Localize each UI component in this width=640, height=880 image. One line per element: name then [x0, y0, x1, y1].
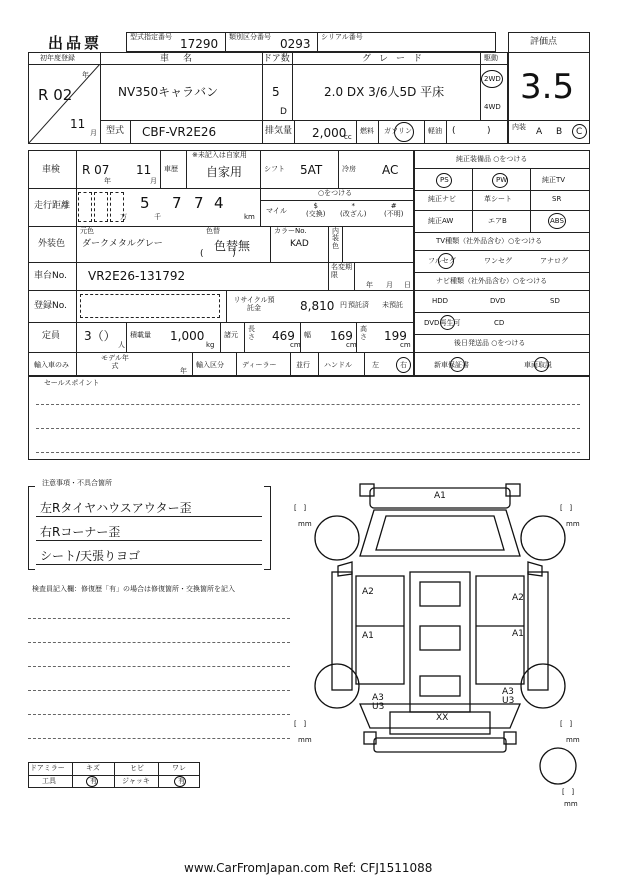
mm-bracket-rl: [ ] [294, 720, 307, 728]
load-label: 積載量 [130, 331, 151, 339]
category-label: 類別区分番号 [229, 33, 271, 41]
first-reg-year-unit: 年 [82, 71, 89, 79]
notes-left-bracket [28, 486, 35, 570]
history-label: 車歴 [164, 165, 178, 173]
name-change-label: 名変期限 [331, 263, 352, 279]
equip-tv: 純正TV [542, 176, 566, 184]
length-label: 長さ [248, 325, 255, 341]
left-front-door-mark: A2 [362, 587, 374, 597]
color-change-label: 色替 [206, 227, 220, 235]
parts-jack-value: 有 [178, 777, 185, 785]
mm-fl: mm [298, 520, 312, 528]
original-color-label: 元色 [80, 227, 94, 235]
first-reg-month: 11 [70, 117, 86, 131]
later-manual-circle [534, 357, 549, 372]
parts-tools-value: 有 [90, 777, 97, 785]
interior-a: A [536, 127, 543, 137]
mm-bracket-spare: [ ] [562, 788, 575, 796]
mm-rl: mm [298, 736, 312, 744]
mileage-digit-1: 5 [140, 194, 150, 212]
mile-label: マイル [266, 207, 287, 215]
right-rear-fender-mark: A3 U3 [502, 687, 515, 707]
exchange-label: $ (交換) [306, 202, 326, 219]
note-line-3: シート/天張りヨゴ [40, 549, 141, 563]
navi-hdd: HDD [432, 297, 449, 305]
navi-dvd: DVD [490, 297, 506, 305]
recycle-label: リサイクル預託金 [233, 296, 275, 313]
left-rear-door-mark: A1 [362, 631, 374, 641]
equip-ps: PS [440, 176, 449, 184]
name-change-month: 月 [386, 281, 393, 289]
door-label: ドア数 [263, 54, 290, 64]
name-change-year: 年 [366, 281, 373, 289]
mm-bracket-fl: [ ] [294, 504, 307, 512]
shaken-month-unit: 月 [150, 177, 157, 185]
model-year-unit: 年 [180, 367, 187, 375]
sheet-title: 出品票 [48, 34, 103, 52]
mileage-digit-2: 7 [172, 194, 182, 212]
right-handle-circle [396, 357, 411, 373]
parts-tools-circle [86, 776, 98, 787]
parts-mirror: ドアミラー [30, 764, 65, 772]
model-value: CBF-VR2E26 [142, 125, 217, 139]
navi-sd: SD [550, 297, 560, 305]
notes-right-bracket [264, 486, 271, 570]
history-note: ※未記入は自家用 [192, 151, 247, 159]
navi-dvd-play-circle [440, 315, 455, 330]
not-deposited: 未預託 [382, 301, 403, 309]
length-unit: cm [290, 341, 301, 349]
footer-text: www.CarFromJapan.com Ref: CFJ1511088 [184, 861, 433, 875]
interior-color-label: 内装色 [332, 227, 339, 250]
man-unit: 万 [120, 213, 127, 221]
equip-airbag: エアB [488, 217, 507, 225]
door-value: 5 [272, 85, 280, 99]
length-value: 469 [272, 329, 295, 343]
tv-label: TV種類（社外品含む）○をつける [436, 237, 543, 245]
diesel-label: 軽油 [428, 127, 442, 135]
equip-aw: 純正AW [428, 217, 454, 225]
shaken-year-unit: 年 [104, 177, 111, 185]
interior-label: 内装 [512, 123, 526, 131]
equip-navi: 純正ナビ [428, 195, 456, 203]
inspector-label: 検査員記入欄：修復歴「有」の場合は修復箇所・交換箇所を記入 [32, 585, 235, 593]
notes-label: 注意事項・不具合箇所 [42, 479, 112, 487]
score-label: 評価点 [530, 37, 558, 47]
drive-2wd: 2WD [484, 75, 501, 83]
grade-value: 2.0 DX 3/6人5D 平床 [324, 85, 445, 99]
mm-bracket-rr: [ ] [560, 720, 573, 728]
chassis-label: 車台No. [34, 271, 67, 281]
equip-abs-circle [548, 213, 566, 229]
chassis-value: VR2E26-131792 [88, 269, 186, 283]
car-name-value: NV350キャラバン [118, 85, 219, 99]
equip-pw: PW [496, 176, 508, 184]
navi-cd: CD [494, 319, 505, 327]
model-year-label: モデル年式 [101, 354, 129, 370]
parts-jack: ジャッキ [122, 777, 150, 785]
mm-rr: mm [566, 736, 580, 744]
door-suffix: D [280, 107, 287, 117]
mileage-circle-note: ○をつける [318, 189, 353, 197]
exterior-label: 外装色 [38, 239, 66, 249]
shift-value: 5AT [300, 163, 323, 177]
note-line-1: 左Rタイヤハウスアウター歪 [40, 501, 192, 515]
later-manual: 車両取説 [524, 361, 552, 369]
equip-sr: SR [552, 195, 562, 203]
capacity-value: 3（） [84, 329, 116, 343]
shaken-label: 車検 [42, 165, 61, 175]
left-rear-fender-mark: A3 U3 [372, 693, 385, 713]
score-value: 3.5 [520, 67, 575, 107]
interior-c: C [576, 127, 583, 137]
width-value: 169 [330, 329, 353, 343]
unknown-label: # (不明) [384, 202, 404, 219]
mm-bracket-fr: [ ] [560, 504, 573, 512]
reg-no-boxes [80, 294, 220, 318]
right-rear-door-mark: A1 [512, 629, 524, 639]
recycle-unit: 円 [340, 301, 347, 309]
mileage-digit-box-2 [94, 192, 108, 222]
height-label: 高さ [360, 325, 367, 341]
ac-value: AC [382, 163, 399, 177]
displacement-value: 2,000 [312, 126, 347, 140]
navi-type-label: ナビ種類（社外品含む）○をつける [436, 277, 548, 285]
category-value: 0293 [280, 37, 311, 51]
deposited: 預託済 [348, 301, 369, 309]
mm-fr: mm [566, 520, 580, 528]
genuine-label: 純正装備品 ○をつける [456, 155, 528, 163]
parts-scratch: キズ [86, 764, 100, 772]
mileage-digit-3: 7 [194, 194, 204, 212]
front-bumper-mark: A1 [434, 491, 446, 501]
modified-label: * (改ざん) [340, 202, 367, 219]
dealer-label: ディーラー [242, 361, 277, 369]
first-reg-year: R 02 [38, 86, 73, 104]
later-warranty-circle [450, 357, 465, 372]
fuel-circle [394, 122, 414, 142]
drive-label: 駆動 [484, 54, 498, 62]
capacity-label: 定員 [42, 331, 61, 341]
note-line-2: 右Rコーナー歪 [40, 525, 121, 539]
shaken-month: 11 [136, 163, 152, 177]
interior-c-circle [572, 124, 587, 139]
equip-leather: 革シート [484, 195, 512, 203]
kg-unit: kg [206, 341, 215, 349]
recycle-value: 8,810 [300, 299, 335, 313]
shift-label: シフト [264, 165, 285, 173]
name-change-day: 日 [404, 281, 411, 289]
type-approval-label: 型式指定番号 [130, 33, 172, 41]
width-label: 幅 [304, 331, 311, 339]
mileage-digit-box-1 [78, 192, 92, 222]
right-front-door-mark: A2 [512, 593, 524, 603]
original-color-value: ダークメタルグレー [82, 239, 163, 249]
import-label: 輸入車のみ [34, 361, 69, 369]
grade-label: グレード [362, 54, 431, 64]
tv-fullseg-circle [438, 253, 454, 269]
model-label: 型式 [106, 126, 125, 136]
km-unit: km [244, 213, 255, 221]
height-unit: cm [400, 341, 411, 349]
equip-abs: ABS [550, 217, 564, 225]
later-warranty: 新車保証書 [434, 361, 469, 369]
ac-label: 冷房 [342, 165, 356, 173]
left-handle: 左 [372, 361, 379, 369]
serial-label: シリアル番号 [321, 33, 363, 41]
person-unit: 人 [118, 341, 125, 349]
color-no-value: KAD [290, 239, 309, 249]
import-class-label: 輸入区分 [196, 361, 224, 369]
load-value: 1,000 [170, 329, 205, 343]
color-no-label: カラーNo. [274, 227, 307, 235]
first-reg-month-unit: 月 [90, 129, 97, 137]
fuel-label: 燃料 [360, 127, 374, 135]
parts-jack-circle [174, 776, 186, 787]
sales-point-label: セールスポイント [44, 379, 100, 387]
tv-oneseg: ワンセグ [484, 257, 512, 265]
parts-crack: ヒビ [130, 764, 144, 772]
type-approval-value: 17290 [180, 37, 219, 51]
tv-fullseg: フルセグ [428, 257, 456, 265]
height-value: 199 [384, 329, 407, 343]
handle-label: ハンドル [324, 361, 352, 369]
parts-tools: 工具 [42, 777, 56, 785]
parts-break: ワレ [172, 764, 186, 772]
history-value: 自家用 [206, 165, 243, 179]
drive-4wd: 4WD [484, 103, 501, 111]
mm-spare: mm [564, 800, 578, 806]
mileage-digit-4: 4 [214, 194, 224, 212]
drive-2wd-circle [481, 70, 503, 88]
equip-ps-circle [436, 173, 452, 188]
fuel-value: ガソリン [384, 127, 412, 135]
displacement-unit: cc [344, 133, 352, 141]
size-label: 諸元 [224, 331, 238, 339]
diesel-bracket: ( ) [452, 126, 491, 136]
right-handle: 右 [400, 361, 407, 369]
parallel-label: 並行 [296, 361, 310, 369]
navi-dvd-play: DVD再生可 [424, 319, 461, 327]
sen-unit: 千 [154, 213, 161, 221]
mileage-label: 走行距離 [34, 201, 71, 211]
color-change-value: 色替無 [214, 239, 251, 253]
later-label: 後日発送品 ○をつける [454, 339, 526, 347]
equip-pw-circle [492, 173, 508, 188]
rear-bumper-mark: XX [436, 713, 449, 723]
width-unit: cm [346, 341, 357, 349]
shaken-year: R 07 [82, 163, 110, 177]
first-reg-label: 初年度登録 [40, 54, 75, 62]
car-name-label: 車名 [160, 54, 207, 64]
interior-b: B [556, 127, 563, 137]
car-diagram [290, 476, 590, 806]
reg-no-label: 登録No. [34, 301, 67, 311]
color-change-bracket: ( ) [200, 249, 236, 259]
sales-point-box [28, 376, 590, 460]
tv-analog: アナログ [540, 257, 568, 265]
displacement-label: 排気量 [265, 126, 293, 136]
